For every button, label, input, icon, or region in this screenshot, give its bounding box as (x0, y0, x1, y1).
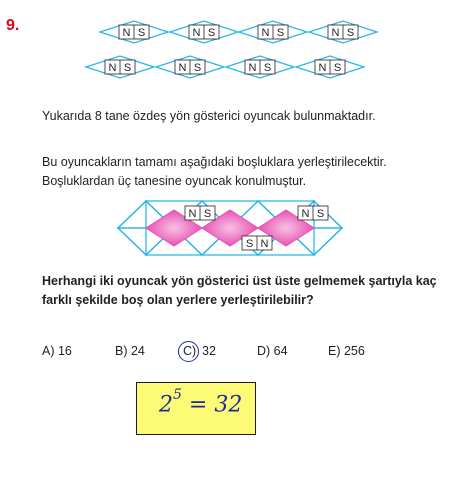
question-number: 9. (6, 17, 20, 34)
toy-label-s: S (333, 62, 342, 74)
toy-label-n: N (248, 62, 257, 74)
option-b[interactable]: B) 24 (115, 344, 145, 358)
toy-label-n: N (108, 62, 117, 74)
handwritten-answer-box (136, 382, 256, 435)
placed-label-left: N (301, 208, 310, 220)
compass-toy (226, 56, 294, 78)
placed-toy (298, 206, 328, 220)
option-c-value[interactable]: 32 (202, 344, 216, 358)
toy-label-s: S (263, 62, 272, 74)
placed-label-right: S (203, 208, 212, 220)
toy-label-s: S (207, 27, 216, 39)
toy-label-s: S (137, 27, 146, 39)
paragraph-placement: Bu oyuncakların tamamı aşağıdaki boşluklara yerleştirilecektir. Boşluklardan üç tanesine oyuncak konulmuştur. (42, 155, 387, 188)
placed-label-right: S (316, 208, 325, 220)
option-c-label[interactable]: C) (183, 344, 197, 358)
placed-label-right: N (260, 238, 269, 250)
hand-exponent: 5 (173, 387, 182, 403)
handwritten-answer (159, 387, 243, 418)
toy-row-top (100, 21, 377, 43)
placed-label-left: S (245, 238, 254, 250)
toy-label-n: N (318, 62, 327, 74)
option-d[interactable]: D) 64 (257, 344, 288, 358)
placement-grid (118, 201, 342, 255)
toy-label-n: N (192, 27, 201, 39)
toy-label-n: N (122, 27, 131, 39)
toy-label-n: N (178, 62, 187, 74)
toy-label-s: S (123, 62, 132, 74)
hand-base: 2 (159, 392, 173, 418)
option-a[interactable]: A) 16 (42, 344, 72, 358)
toy-label-n: N (261, 27, 270, 39)
question-text: Herhangi iki oyuncak yön gösterici üst üste gelmemek şartıyla kaç farklı şekilde boş olan yerlere yerleştirilebilir? (42, 274, 437, 307)
option-e[interactable]: E) 256 (328, 344, 365, 358)
compass-toy (296, 56, 364, 78)
compass-toy (309, 21, 377, 43)
paragraph-intro: Yukarıda 8 tane özdeş yön gösterici oyuncak bulunmaktadır. (42, 109, 376, 123)
toy-label-s: S (346, 27, 355, 39)
answer-options (42, 344, 462, 364)
compass-toy (239, 21, 307, 43)
compass-toy (100, 21, 168, 43)
toy-row-bottom (86, 56, 364, 78)
compass-toy (86, 56, 154, 78)
toy-label-s: S (276, 27, 285, 39)
compass-toy (156, 56, 224, 78)
compass-toy (170, 21, 238, 43)
toy-label-n: N (331, 27, 340, 39)
toy-label-s: S (193, 62, 202, 74)
hand-result: = 32 (188, 392, 243, 418)
placed-toy (242, 236, 272, 250)
placed-label-left: N (188, 208, 197, 220)
placed-toy (185, 206, 215, 220)
